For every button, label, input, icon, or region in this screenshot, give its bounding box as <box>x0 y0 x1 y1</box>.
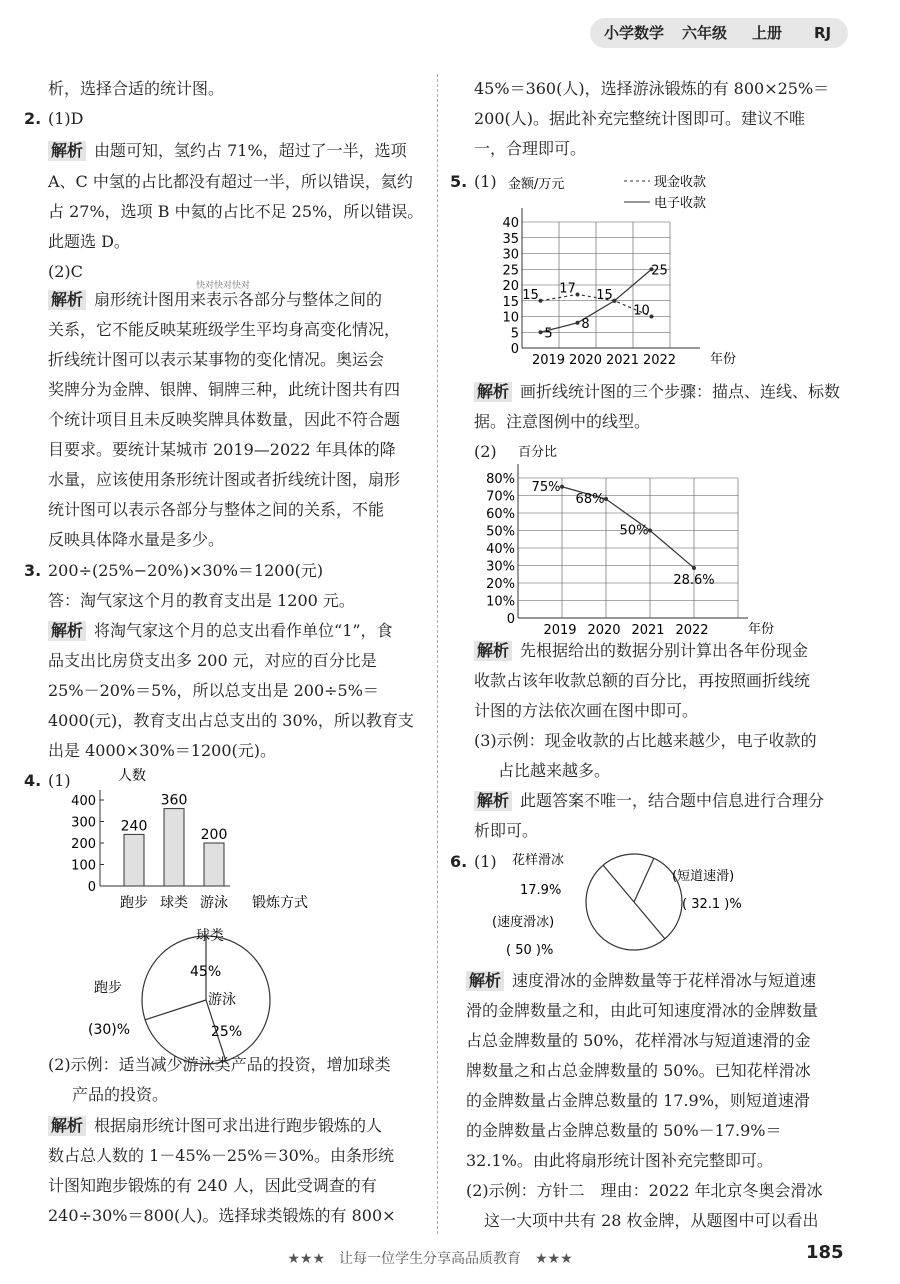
data-label: 28.6% <box>673 572 715 588</box>
y-tick-label: 10% <box>486 594 515 610</box>
header-volume: 上册 <box>752 24 783 42</box>
data-point <box>560 485 564 489</box>
data-label: 17 <box>559 281 576 297</box>
data-label: 68% <box>575 492 605 507</box>
answer-line: (1) <box>474 172 497 191</box>
text-line: 析，选择合适的统计图。 <box>48 79 225 98</box>
y-tick-label: 20 <box>502 279 519 294</box>
y-axis-label: 金额/万元 <box>508 177 565 192</box>
text-line: 占比越来越多。 <box>498 761 611 780</box>
text-line: 此题选 D。 <box>48 232 130 251</box>
y-axis-label: 人数 <box>118 768 146 784</box>
header-grade: 六年级 <box>682 24 728 42</box>
x-tick-label: 球类 <box>160 895 188 911</box>
analysis-tag: 解析 <box>474 641 512 661</box>
text-span: 速度滑冰的金牌数量等于花样滑冰与短道速 <box>512 971 817 990</box>
text-line: 滑的金牌数量之和，由此可知速度滑冰的金牌数量 <box>466 1001 819 1020</box>
text-line: 25%－20%＝5%，所以总支出是 200÷5%＝ <box>48 681 379 700</box>
y-tick-label: 0 <box>506 612 515 627</box>
answer-line: (3)示例：现金收款的占比越来越少，电子收款的 <box>474 731 817 750</box>
x-tick-label: 2021 <box>605 353 640 368</box>
line-chart-percent <box>484 440 775 638</box>
pie2-slice-border <box>634 902 665 939</box>
slice-label: 花样滑冰 <box>512 853 565 868</box>
answer-line: (2) <box>474 442 497 461</box>
text-line: 关系，它不能反映某班级学生平均身高变化情况， <box>48 320 401 339</box>
data-label: 50% <box>619 523 649 539</box>
text-line: 数占总人数的 1－45%－25%＝30%。由条形统 <box>48 1146 394 1165</box>
data-point <box>613 299 617 303</box>
text-line: 析即可。 <box>474 821 539 840</box>
text-line: 据。注意图例中的线型。 <box>474 412 651 431</box>
y-tick-label: 30 <box>502 247 519 263</box>
text-line: 出是 4000×30%＝1200(元)。 <box>48 741 276 760</box>
text-line: 占总金牌数量的 50%，花样滑冰与短道速滑的金 <box>466 1031 811 1050</box>
pie2-slice-border <box>634 858 654 902</box>
question-number: 5. <box>450 172 468 191</box>
answer-line: (2)示例：适当减少游泳类产品的投资，增加球类 <box>48 1055 391 1074</box>
question-number: 2. <box>24 109 42 128</box>
question-number: 3. <box>24 561 42 580</box>
data-label: 15 <box>522 287 539 303</box>
y-tick-label: 30% <box>486 559 515 575</box>
data-point <box>692 566 696 570</box>
answer-line: (1) <box>48 771 71 790</box>
analysis-line <box>48 1116 382 1136</box>
answer-line: 200÷(25%−20%)×30%＝1200(元) <box>48 561 324 580</box>
data-point <box>650 315 654 319</box>
y-tick-label: 100 <box>71 858 96 874</box>
y-tick-label: 5 <box>510 326 519 342</box>
text-span: 将淘气家这个月的总支出看作单位“1”，食 <box>94 621 393 640</box>
y-tick-label: 10 <box>502 310 519 326</box>
answer-line: (2)C <box>48 262 83 281</box>
data-point <box>539 330 543 334</box>
text-line: 产品的投资。 <box>72 1085 169 1104</box>
text-line: 45%＝360(人)，选择游泳锻炼的有 800×25%＝ <box>474 79 830 98</box>
text-line: 奖牌分为金牌、银牌、铜牌三种，此统计图共有四 <box>48 380 401 399</box>
slice-value: 45% <box>190 964 222 980</box>
column-divider <box>437 74 438 1234</box>
header-bar <box>590 18 848 48</box>
text-line: 反映具体降水量是多少。 <box>48 530 225 549</box>
text-span: 画折线统计图的三个步骤：描点、连线、标数 <box>520 382 841 401</box>
analysis-line <box>474 641 808 661</box>
slice-value: ( 50 )% <box>506 943 554 958</box>
answer-line: (2)示例：方针二 理由：2022 年北京冬奥会滑冰 <box>466 1181 823 1200</box>
text-line: 的金牌数量占金牌总数量的 50%－17.9%＝ <box>466 1121 782 1140</box>
bar-value-label: 360 <box>160 792 188 809</box>
text-line: 个统计项目且未反映奖牌具体数量，因此不符合题 <box>48 410 401 429</box>
data-label: 15 <box>596 287 613 303</box>
slice-value: (30)% <box>88 1022 131 1038</box>
header-edition: RJ <box>814 24 832 42</box>
analysis-line <box>48 290 382 310</box>
bar <box>124 834 144 886</box>
x-axis-label: 锻炼方式 <box>252 895 308 911</box>
x-axis-label: 年份 <box>710 352 737 367</box>
data-label: 75% <box>531 479 561 495</box>
slice-label: 球类 <box>196 928 224 944</box>
text-span: 此题答案不唯一，结合题中信息进行合理分 <box>520 791 825 810</box>
text-span: 扇形统计图用来表示各部分与整体之间的 <box>94 290 383 309</box>
x-axis-label: 年份 <box>748 622 775 637</box>
text-line: 200(人)。据此补充完整统计图即可。建议不唯 <box>474 109 806 128</box>
text-line: 240÷30%＝800(人)。选择球类锻炼的有 800× <box>48 1206 396 1225</box>
text-line: 品支出比房贷支出多 200 元，对应的百分比是 <box>48 651 377 670</box>
slice-label: (速度滑冰) <box>492 915 555 930</box>
x-tick-label: 2020 <box>587 623 621 638</box>
analysis-line <box>48 621 393 641</box>
data-point <box>539 299 543 303</box>
bar <box>204 843 224 886</box>
data-point <box>648 529 652 533</box>
analysis-tag: 解析 <box>48 1116 86 1136</box>
text-line: 目要求。要统计某城市 2019—2022 年具体的降 <box>48 440 396 459</box>
text-line: 折线统计图可以表示某事物的变化情况。奥运会 <box>48 350 385 369</box>
y-tick-label: 0 <box>87 880 96 895</box>
analysis-tag: 解析 <box>474 791 512 811</box>
analysis-tag: 解析 <box>48 141 86 161</box>
header-subject: 小学数学 <box>604 24 665 42</box>
text-span: 根据扇形统计图可求出进行跑步锻炼的人 <box>94 1116 383 1135</box>
y-tick-label: 25 <box>502 263 519 279</box>
analysis-tag: 解析 <box>48 290 86 310</box>
text-line: 计图知跑步锻炼的有 240 人，因此受调查的有 <box>48 1176 377 1195</box>
pie-chart-exercise <box>88 918 330 1068</box>
y-tick-label: 35 <box>502 231 519 247</box>
text-line: 统计图可以表示各部分与整体之间的关系，不能 <box>48 500 385 519</box>
analysis-line <box>474 382 840 402</box>
y-tick-label: 200 <box>71 837 96 852</box>
y-tick-label: 70% <box>486 489 515 505</box>
data-label: 25 <box>651 263 668 279</box>
analysis-tag: 解析 <box>466 971 504 991</box>
text-line: 计图的方法依次画在图中即可。 <box>474 701 699 720</box>
y-tick-label: 40 <box>502 216 519 231</box>
data-point <box>576 292 580 296</box>
page-number: 185 <box>806 1242 844 1263</box>
bar-chart-exercise <box>70 768 370 911</box>
data-point <box>576 321 580 325</box>
answer-line: (1) <box>474 852 497 871</box>
data-label: 5 <box>544 326 553 342</box>
answer-line: 答：淘气家这个月的教育支出是 1200 元。 <box>48 591 355 610</box>
analysis-line <box>466 971 816 991</box>
data-label: 10 <box>633 303 650 319</box>
text-line: 占 27%，选项 B 中氦的占比不足 25%，所以错误。 <box>48 202 424 221</box>
x-tick-label: 2022 <box>675 623 709 638</box>
question-number: 6. <box>450 852 468 871</box>
slice-label: (短道速滑) <box>672 869 735 884</box>
y-tick-label: 0 <box>510 342 519 357</box>
x-tick-label: 2020 <box>568 353 603 368</box>
slice-value: ( 32.1 )% <box>682 897 742 912</box>
x-tick-label: 2022 <box>642 353 677 368</box>
footer-slogan: ★★★ 让每一位学生分享高品质教育 ★★★ <box>287 1251 573 1267</box>
data-point <box>604 497 608 501</box>
pie1-slice-border <box>145 1000 206 1020</box>
bar-value-label: 240 <box>120 818 148 835</box>
y-tick-label: 15 <box>502 294 519 310</box>
slice-value: 25% <box>211 1024 243 1040</box>
question-number: 4. <box>24 771 42 790</box>
data-label: 8 <box>581 316 590 332</box>
x-tick-label: 2019 <box>543 623 577 638</box>
pie-chart-medals <box>470 848 800 968</box>
text-line: 这一大项中共有 28 枚金牌，从题图中可以看出 <box>484 1211 819 1230</box>
x-tick-label: 2021 <box>631 623 665 638</box>
analysis-line <box>48 141 407 161</box>
x-tick-label: 2019 <box>531 353 566 368</box>
y-tick-label: 20% <box>486 577 515 592</box>
text-span: 先根据给出的数据分别计算出各年份现金 <box>520 641 809 660</box>
text-span: 由题可知，氢约占 71%，超过了一半，选项 <box>94 141 407 160</box>
slice-label: 跑步 <box>94 980 122 996</box>
bar-value-label: 200 <box>200 827 228 843</box>
y-tick-label: 60% <box>486 507 515 522</box>
analysis-line <box>474 791 824 811</box>
text-line: 一，合理即可。 <box>474 139 587 158</box>
legend-label: 现金收款 <box>654 175 707 190</box>
y-tick-label: 40% <box>486 542 515 557</box>
y-tick-label: 50% <box>486 524 515 540</box>
analysis-tag: 解析 <box>474 382 512 402</box>
x-tick-label: 跑步 <box>120 895 148 911</box>
answer-line: (1)D <box>48 109 84 128</box>
text-line: 水量，应该使用条形统计图或者折线统计图，扇形 <box>48 470 401 489</box>
text-line: 牌数量之和占总金牌数量的 50%。已知花样滑冰 <box>466 1061 811 1080</box>
pie2-slice-border <box>603 865 634 902</box>
y-tick-label: 80% <box>486 472 515 487</box>
text-line: 32.1%。由此将扇形统计图补充完整即可。 <box>466 1151 773 1170</box>
slice-value: 17.9% <box>520 883 562 898</box>
text-line: 4000(元)，教育支出占总支出的 30%，所以教育支 <box>48 711 414 730</box>
text-line: 收款占该年收款总额的百分比，再按照画折线统 <box>474 671 811 690</box>
x-tick-label: 游泳 <box>200 895 228 911</box>
y-axis-label: 百分比 <box>518 445 558 460</box>
watermark-text: 快对快对快对 <box>196 281 251 291</box>
y-tick-label: 400 <box>71 794 96 809</box>
text-line: 的金牌数量占金牌总数量的 17.9%，则短道速滑 <box>466 1091 810 1110</box>
y-tick-label: 300 <box>71 815 96 831</box>
legend-label: 电子收款 <box>654 196 707 211</box>
line-chart-amount <box>500 170 760 370</box>
analysis-tag: 解析 <box>48 621 86 641</box>
text-line: A、C 中氢的占比都没有超过一半，所以错误，氦约 <box>48 172 413 191</box>
bar <box>164 809 184 886</box>
slice-label: 游泳 <box>208 992 236 1008</box>
